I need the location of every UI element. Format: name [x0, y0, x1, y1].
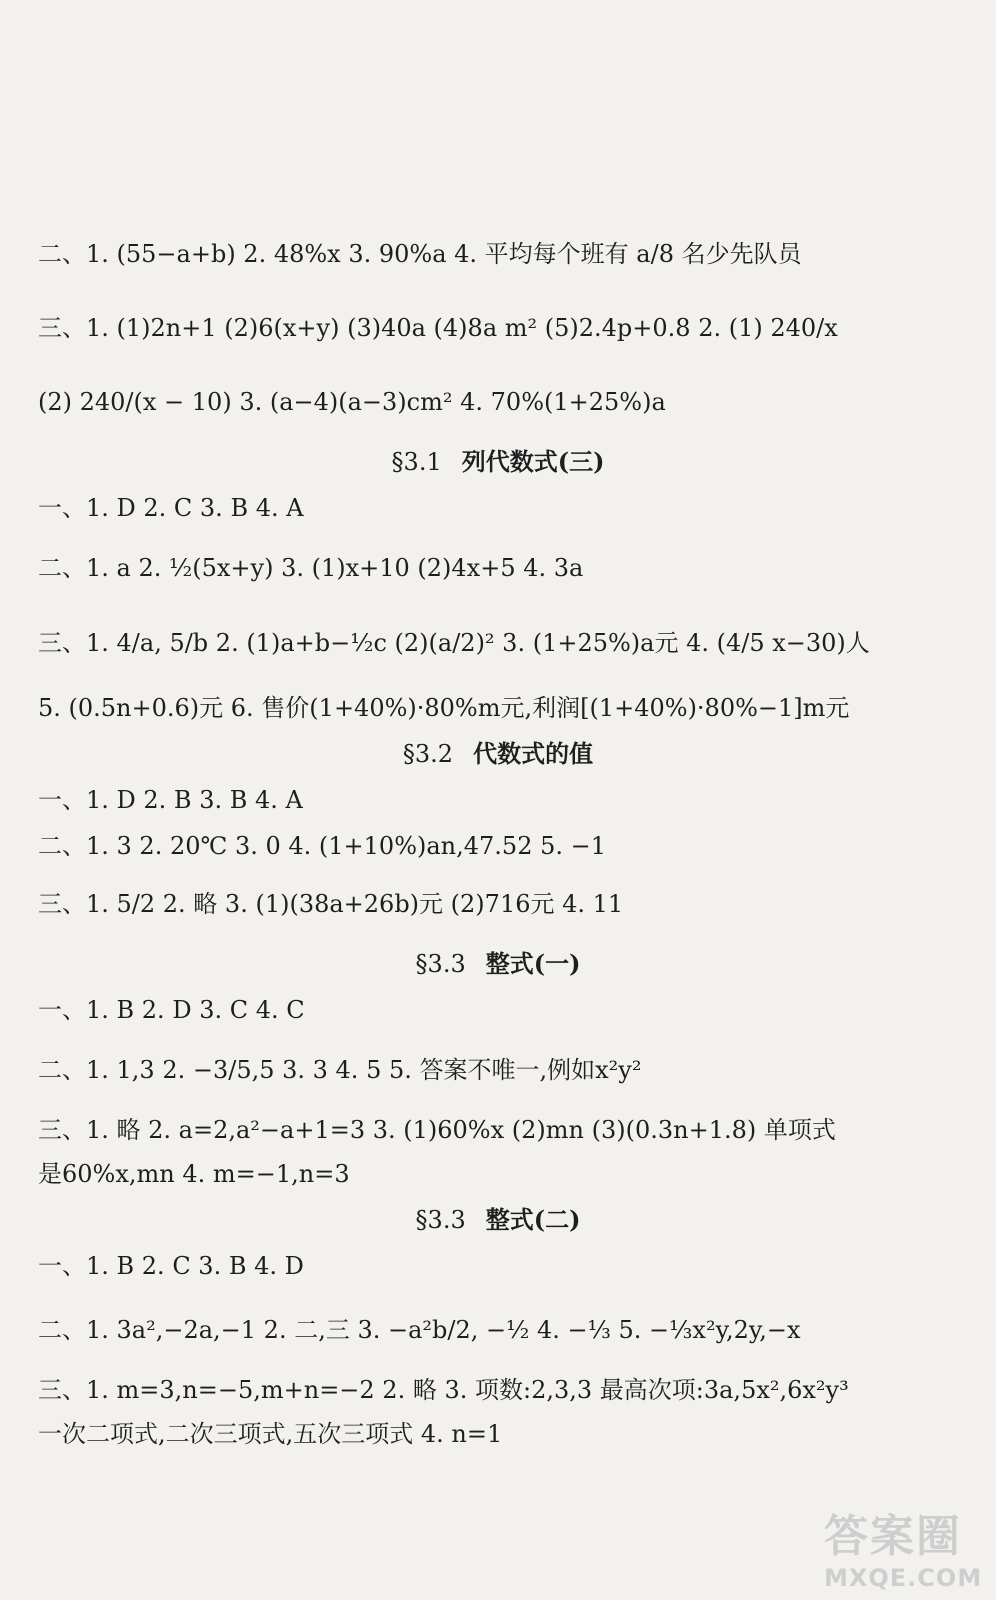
answer-line: 二、1. (55−a+b) 2. 48%x 3. 90%a 4. 平均每个班有 a/8 名少先队员 [38, 240, 802, 268]
answer-line: 一、1. D 2. B 3. B 4. A [38, 786, 303, 814]
answer-line: 是60%x,mn 4. m=−1,n=3 [38, 1160, 350, 1188]
section-title: 列代数式(三) [461, 447, 605, 476]
answer-line: 三、1. 4/a, 5/b 2. (1)a+b−½c (2)(a/2)² 3. (1+25%)a元 4. (4/5 x−30)人 [38, 629, 870, 657]
section-heading [0, 738, 996, 770]
section-heading [0, 948, 996, 980]
section-number: §3.2 [402, 740, 454, 768]
answer-line: (2) 240/(x − 10) 3. (a−4)(a−3)cm² 4. 70%(1+25%)a [38, 388, 666, 416]
section-number: §3.1 [391, 448, 442, 476]
section-title: 整式(二) [485, 1205, 581, 1234]
answer-line: 三、1. (1)2n+1 (2)6(x+y) (3)40a (4)8a m² (5)2.4p+0.8 2. (1) 240/x [38, 314, 838, 342]
answer-line: 三、1. m=3,n=−5,m+n=−2 2. 略 3. 项数:2,3,3 最高次项:3a,5x²,6x²y³ [38, 1376, 849, 1404]
section-title: 代数式的值 [473, 739, 594, 768]
answer-line: 二、1. 3 2. 20℃ 3. 0 4. (1+10%)an,47.52 5. −1 [38, 832, 607, 860]
answer-line: 二、1. 1,3 2. −3/5,5 3. 3 4. 5 5. 答案不唯一,例如x²y² [38, 1056, 642, 1084]
answer-line: 一次二项式,二次三项式,五次三项式 4. n=1 [38, 1420, 503, 1448]
answer-line: 三、1. 略 2. a=2,a²−a+1=3 3. (1)60%x (2)mn (3)(0.3n+1.8) 单项式 [38, 1116, 836, 1144]
section-title: 整式(一) [485, 949, 581, 978]
site-watermark [824, 1500, 983, 1592]
answer-line: 二、1. a 2. ½(5x+y) 3. (1)x+10 (2)4x+5 4. 3a [38, 554, 584, 582]
section-number: §3.3 [415, 1206, 466, 1234]
watermark-bottom: MXQE.COM [824, 1564, 983, 1592]
answer-line: 一、1. D 2. C 3. B 4. A [38, 494, 304, 522]
section-number: §3.3 [415, 950, 466, 978]
section-heading [0, 1204, 996, 1236]
answer-line: 一、1. B 2. C 3. B 4. D [38, 1252, 304, 1280]
section-heading [0, 446, 996, 478]
answer-line: 三、1. 5/2 2. 略 3. (1)(38a+26b)元 (2)716元 4. 11 [38, 890, 624, 918]
watermark-top: 答案圈 [824, 1511, 962, 1562]
answer-line: 5. (0.5n+0.6)元 6. 售价(1+40%)·80%m元,利润[(1+40%)·80%−1]m元 [38, 694, 850, 722]
answer-line: 二、1. 3a²,−2a,−1 2. 二,三 3. −a²b/2, −½ 4. −⅓ 5. −⅓x²y,2y,−x [38, 1316, 801, 1344]
answer-line: 一、1. B 2. D 3. C 4. C [38, 996, 305, 1024]
